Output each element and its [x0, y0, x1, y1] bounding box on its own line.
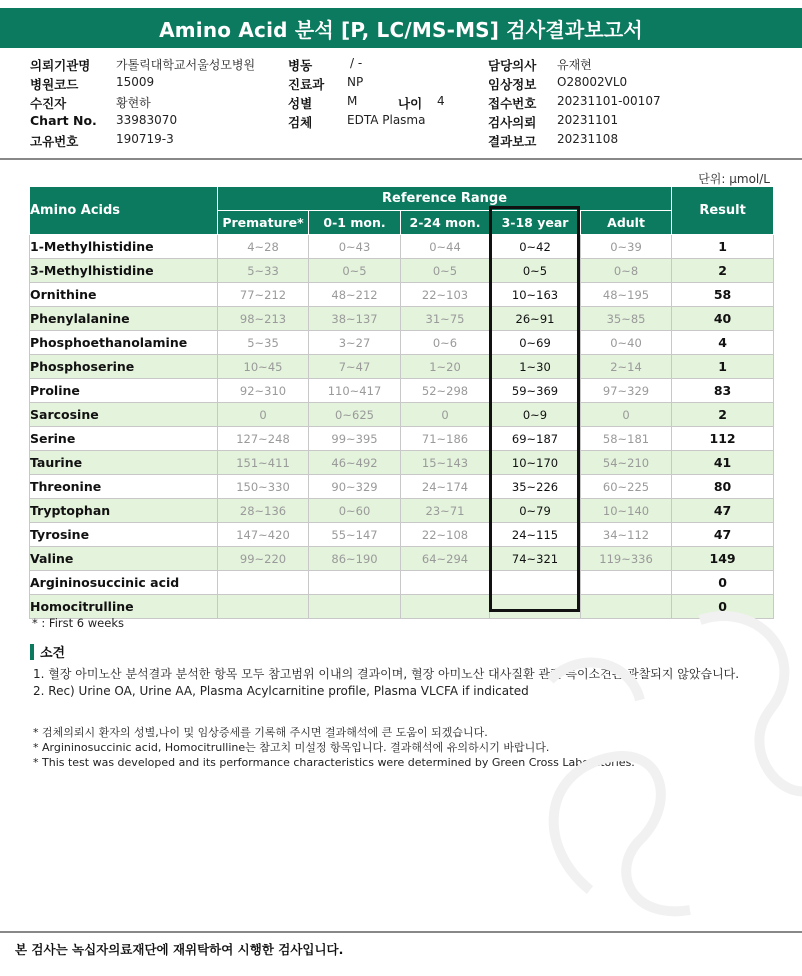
reference-range-cell: 99~220 — [218, 547, 309, 571]
reference-range-cell: 0~5 — [490, 259, 581, 283]
table-row — [30, 283, 774, 307]
reference-range-cell: 147~420 — [218, 523, 309, 547]
amino-acid-name: Serine — [30, 427, 218, 451]
result-value: 4 — [672, 331, 774, 355]
amino-acids-header: Amino Acids — [30, 187, 218, 235]
sub-header: Adult — [581, 211, 672, 235]
opinion-line: 1. 혈장 아미노산 분석결과 분석한 항목 모두 참고범위 이내의 결과이며, 혈장 아미노산 대사질환 관련 특이소견은 관찰되지 않았습니다. — [33, 667, 740, 681]
result-value: 2 — [672, 403, 774, 427]
info-label: 담당의사 — [488, 58, 537, 73]
table-row — [30, 307, 774, 331]
table-row — [30, 355, 774, 379]
result-value: 58 — [672, 283, 774, 307]
info-row — [30, 132, 770, 151]
reference-range-cell: 48~212 — [309, 283, 401, 307]
note-line: * Argininosuccinic acid, Homocitrulline는 참고치 미설정 항목입니다. 결과해석에 유의하시기 바랍니다. — [33, 741, 550, 754]
reference-range-cell: 59~369 — [490, 379, 581, 403]
info-label: 병동 — [288, 58, 313, 73]
result-value: 47 — [672, 523, 774, 547]
table-row — [30, 523, 774, 547]
reference-range-cell — [490, 595, 581, 619]
reference-range-cell: 10~45 — [218, 355, 309, 379]
info-label: 임상정보 — [488, 77, 537, 92]
reference-range-cell: 52~298 — [401, 379, 490, 403]
reference-range-cell: 0 — [218, 403, 309, 427]
info-value: 20231108 — [557, 132, 619, 146]
reference-range-cell: 58~181 — [581, 427, 672, 451]
reference-range-cell: 2~14 — [581, 355, 672, 379]
reference-range-cell: 10~163 — [490, 283, 581, 307]
header-divider — [0, 158, 802, 160]
reference-range-cell: 86~190 — [309, 547, 401, 571]
info-label: 고유번호 — [30, 134, 79, 149]
reference-range-cell: 0~6 — [401, 331, 490, 355]
info-value: M — [347, 94, 358, 108]
amino-acid-name: 1-Methylhistidine — [30, 235, 218, 259]
reference-range-cell — [309, 595, 401, 619]
result-value: 40 — [672, 307, 774, 331]
info-label: 병원코드 — [30, 77, 79, 92]
info-row — [30, 56, 770, 75]
info-value: 가톨릭대학교서울성모병원 — [116, 58, 256, 72]
reference-range-cell — [218, 595, 309, 619]
result-value: 112 — [672, 427, 774, 451]
reference-range-cell — [401, 571, 490, 595]
opinion-title: 소견 — [40, 646, 66, 661]
opinion-line: 2. Rec) Urine OA, Urine AA, Plasma Acylcarnitine profile, Plasma VLCFA if indicated — [33, 684, 529, 698]
sub-header: 0-1 mon. — [309, 211, 401, 235]
age-label: 나이 — [398, 96, 423, 111]
table-row — [30, 235, 774, 259]
reference-range-cell: 23~71 — [401, 499, 490, 523]
result-value: 0 — [672, 595, 774, 619]
reference-range-cell: 64~294 — [401, 547, 490, 571]
reference-range-cell: 99~395 — [309, 427, 401, 451]
reference-range-cell: 15~143 — [401, 451, 490, 475]
info-value: 190719-3 — [116, 132, 174, 146]
reference-range-cell: 22~108 — [401, 523, 490, 547]
reference-range-cell: 48~195 — [581, 283, 672, 307]
info-label: 검체 — [288, 115, 313, 130]
info-value: 유재현 — [557, 58, 592, 72]
info-value: 20231101-00107 — [557, 94, 661, 108]
result-value: 80 — [672, 475, 774, 499]
reference-range-cell: 35~226 — [490, 475, 581, 499]
reference-range-cell: 97~329 — [581, 379, 672, 403]
reference-range-cell: 0 — [401, 403, 490, 427]
sub-header: 2-24 mon. — [401, 211, 490, 235]
table-row — [30, 259, 774, 283]
table-row — [30, 379, 774, 403]
reference-range-cell: 90~329 — [309, 475, 401, 499]
result-value: 41 — [672, 451, 774, 475]
report-title: Amino Acid 분석 [P, LC/MS-MS] 검사결과보고서 — [0, 8, 802, 48]
reference-range-cell — [218, 571, 309, 595]
result-value: 83 — [672, 379, 774, 403]
premature-footnote: * : First 6 weeks — [32, 616, 124, 630]
info-value: EDTA Plasma — [347, 113, 426, 127]
amino-acid-name: Argininosuccinic acid — [30, 571, 218, 595]
reference-range-cell: 69~187 — [490, 427, 581, 451]
amino-acid-name: Phenylalanine — [30, 307, 218, 331]
amino-acid-name: 3-Methylhistidine — [30, 259, 218, 283]
table-row — [30, 427, 774, 451]
patient-info — [30, 56, 770, 151]
age-value: 4 — [437, 94, 445, 108]
reference-range-cell: 0~8 — [581, 259, 672, 283]
opinion-section-title — [30, 642, 65, 661]
info-value: 20231101 — [557, 113, 619, 127]
reference-range-cell: 0~5 — [401, 259, 490, 283]
reference-range-cell: 26~91 — [490, 307, 581, 331]
reference-range-cell: 0~39 — [581, 235, 672, 259]
result-value: 0 — [672, 571, 774, 595]
reference-range-cell: 98~213 — [218, 307, 309, 331]
footer-statement: 본 검사는 녹십자의료재단에 재위탁하여 시행한 검사입니다. — [15, 942, 344, 957]
reference-range-header: Reference Range — [218, 187, 672, 211]
info-row — [30, 113, 770, 132]
reference-range-cell: 0~79 — [490, 499, 581, 523]
reference-range-cell: 46~492 — [309, 451, 401, 475]
amino-acid-name: Threonine — [30, 475, 218, 499]
reference-range-cell: 1~30 — [490, 355, 581, 379]
table-row — [30, 403, 774, 427]
reference-range-cell: 0~40 — [581, 331, 672, 355]
reference-range-cell: 31~75 — [401, 307, 490, 331]
reference-range-cell — [581, 595, 672, 619]
table-row — [30, 547, 774, 571]
reference-range-cell: 110~417 — [309, 379, 401, 403]
reference-range-cell: 0~44 — [401, 235, 490, 259]
result-header: Result — [672, 187, 774, 235]
reference-range-cell: 0~625 — [309, 403, 401, 427]
reference-range-cell: 24~174 — [401, 475, 490, 499]
amino-acid-name: Ornithine — [30, 283, 218, 307]
info-label: 진료과 — [288, 77, 325, 92]
info-value: O28002VL0 — [557, 75, 628, 89]
info-value: NP — [347, 75, 364, 89]
amino-acid-name: Homocitrulline — [30, 595, 218, 619]
amino-acid-name: Phosphoserine — [30, 355, 218, 379]
sub-header: Premature* — [218, 211, 309, 235]
reference-range-cell: 119~336 — [581, 547, 672, 571]
reference-range-cell: 7~47 — [309, 355, 401, 379]
info-row — [30, 75, 770, 94]
reference-range-cell — [581, 571, 672, 595]
result-value: 149 — [672, 547, 774, 571]
table-row — [30, 331, 774, 355]
reference-range-cell: 54~210 — [581, 451, 672, 475]
results-table — [29, 186, 774, 619]
reference-range-cell: 22~103 — [401, 283, 490, 307]
footer-divider — [0, 931, 802, 933]
reference-range-cell: 28~136 — [218, 499, 309, 523]
reference-range-cell: 0~5 — [309, 259, 401, 283]
info-value: 15009 — [116, 75, 155, 89]
reference-range-cell — [401, 595, 490, 619]
reference-range-cell: 151~411 — [218, 451, 309, 475]
reference-range-cell: 35~85 — [581, 307, 672, 331]
result-value: 1 — [672, 355, 774, 379]
amino-acid-name: Tyrosine — [30, 523, 218, 547]
info-label: 수진자 — [30, 96, 67, 111]
reference-range-cell: 77~212 — [218, 283, 309, 307]
reference-range-cell: 34~112 — [581, 523, 672, 547]
reference-range-cell: 0 — [581, 403, 672, 427]
sub-header: 3-18 year — [490, 211, 581, 235]
amino-acid-name: Proline — [30, 379, 218, 403]
amino-acid-name: Taurine — [30, 451, 218, 475]
table-row — [30, 571, 774, 595]
info-label: 접수번호 — [488, 96, 537, 111]
result-value: 47 — [672, 499, 774, 523]
reference-range-cell — [309, 571, 401, 595]
reference-range-cell: 71~186 — [401, 427, 490, 451]
section-marker — [30, 644, 34, 660]
reference-range-cell: 0~9 — [490, 403, 581, 427]
reference-range-cell: 150~330 — [218, 475, 309, 499]
info-label: 성별 — [288, 96, 313, 111]
table-row — [30, 475, 774, 499]
amino-acid-name: Valine — [30, 547, 218, 571]
table-row — [30, 451, 774, 475]
info-label: 검사의뢰 — [488, 115, 537, 130]
result-value: 2 — [672, 259, 774, 283]
info-value: / - — [350, 56, 363, 70]
reference-range-cell: 1~20 — [401, 355, 490, 379]
reference-range-cell: 92~310 — [218, 379, 309, 403]
reference-range-cell: 10~170 — [490, 451, 581, 475]
table-row — [30, 499, 774, 523]
opinion-text — [33, 666, 739, 700]
reference-range-cell: 60~225 — [581, 475, 672, 499]
unit-label: 단위: μmol/L — [698, 172, 770, 186]
reference-range-cell: 4~28 — [218, 235, 309, 259]
note-line: * 검체의뢰시 환자의 성별,나이 및 임상증세를 기록해 주시면 결과해석에 큰 도움이 되겠습니다. — [33, 726, 488, 739]
info-row — [30, 94, 770, 113]
reference-range-cell: 0~43 — [309, 235, 401, 259]
table-row — [30, 595, 774, 619]
info-label: Chart No. — [30, 113, 97, 128]
result-value: 1 — [672, 235, 774, 259]
reference-range-cell: 24~115 — [490, 523, 581, 547]
reference-range-cell: 5~35 — [218, 331, 309, 355]
reference-range-cell: 127~248 — [218, 427, 309, 451]
notes — [33, 725, 635, 770]
reference-range-cell: 5~33 — [218, 259, 309, 283]
reference-range-cell — [490, 571, 581, 595]
reference-range-cell: 0~42 — [490, 235, 581, 259]
note-line: * This test was developed and its performance characteristics were determined by Green Cross Laboratories. — [33, 756, 635, 769]
info-value: 황현하 — [116, 96, 151, 110]
reference-range-cell: 3~27 — [309, 331, 401, 355]
amino-acid-name: Tryptophan — [30, 499, 218, 523]
reference-range-cell: 74~321 — [490, 547, 581, 571]
amino-acid-name: Sarcosine — [30, 403, 218, 427]
info-value: 33983070 — [116, 113, 178, 127]
amino-acid-name: Phosphoethanolamine — [30, 331, 218, 355]
reference-range-cell: 38~137 — [309, 307, 401, 331]
reference-range-cell: 0~60 — [309, 499, 401, 523]
info-label: 의뢰기관명 — [30, 58, 91, 73]
info-label: 결과보고 — [488, 134, 537, 149]
reference-range-cell: 55~147 — [309, 523, 401, 547]
reference-range-cell: 0~69 — [490, 331, 581, 355]
reference-range-cell: 10~140 — [581, 499, 672, 523]
